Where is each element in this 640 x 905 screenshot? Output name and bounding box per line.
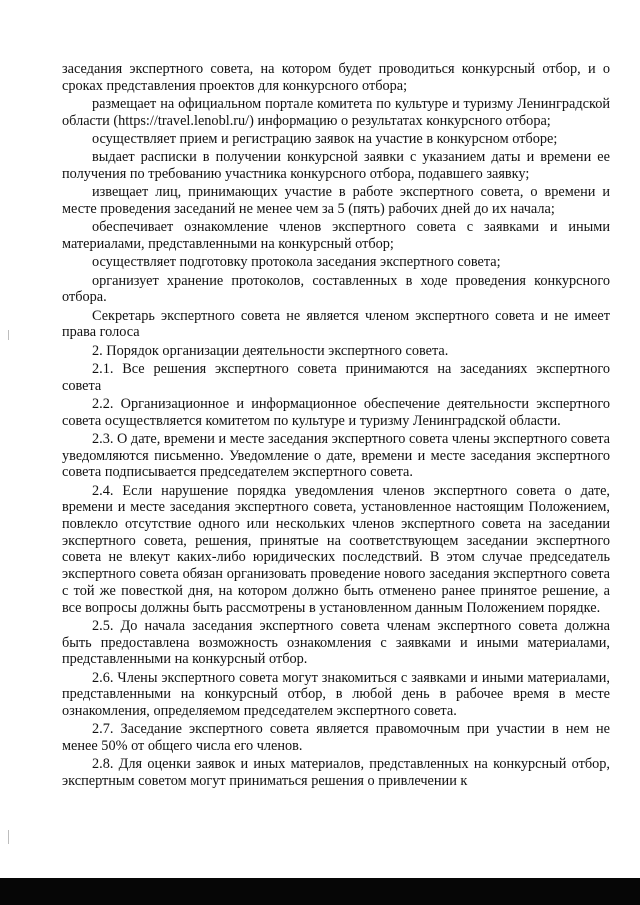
- paragraph-issue-receipts: выдает расписки в получении конкурсной заявки с указанием даты и времени ее получения по требованию участника конкурсного отбора, подавшего заявку;: [62, 149, 610, 182]
- paragraph-publish-results: размещает на официальном портале комитета по культуре и туризму Ленинградской области (https://travel.lenobl.ru/) информацию о результатах конкурсного отбора;: [62, 96, 610, 129]
- clause-2-3: 2.3. О дате, времени и месте заседания экспертного совета члены экспертного совета уведомляются письменно. Уведомление о дате, времени и месте заседания экспертного совета подписывается председателем экспертного совета.: [62, 430, 610, 481]
- scan-margin-mark: [8, 330, 9, 340]
- clause-2-5: 2.5. До начала заседания экспертного совета членам экспертного совета должна быть предоставлена возможность ознакомления с заявками и иными материалами, представленными на конкурсный отбор.: [62, 617, 610, 668]
- clause-2-4: 2.4. Если нарушение порядка уведомления членов экспертного совета о дате, времени и месте заседания экспертного совета, установленное настоящим Положением, повлекло отсутствие одного или нескольких членов экспертного совета на заседании экспертного совета, решения, принятые на соответствующем заседании экспертного совета не влекут каких-либо юридических последствий. В этом случае председатель экспертного совета обязан организовать проведение нового заседания экспертного совета с той же повесткой дня, на котором должно быть отменено ранее принятое решение, а все вопросы должны быть рассмотрены в установленном данным Положением порядке.: [62, 482, 610, 616]
- clause-2-2: 2.2. Организационное и информационное обеспечение деятельности экспертного совета осуществляется комитетом по культуре и туризму Ленинградской области.: [62, 395, 610, 429]
- paragraph-secretary-status: Секретарь экспертного совета не является членом экспертного совета и не имеет права голоса: [62, 307, 610, 341]
- clause-2-7: 2.7. Заседание экспертного совета является правомочным при участии в нем не менее 50% от общего числа его членов.: [62, 721, 610, 754]
- document-page: [62, 61, 610, 791]
- clause-2-8: 2.8. Для оценки заявок и иных материалов, представленных на конкурсный отбор, экспертным советом могут приниматься решения о привлечении к: [62, 756, 610, 789]
- paragraph-continuation: заседания экспертного совета, на котором будет проводиться конкурсный отбор, и о сроках представления проектов для конкурсного отбора;: [62, 61, 610, 94]
- scan-margin-mark: [8, 830, 9, 844]
- paragraph-accept-applications: осуществляет прием и регистрацию заявок на участие в конкурсном отборе;: [92, 131, 558, 147]
- clause-2-6: 2.6. Члены экспертного совета могут знакомиться с заявками и иными материалами, представленными на конкурсный отбор, в любой день в рабочее время в месте ознакомления, определяемом председателем экспертного совета.: [62, 669, 610, 719]
- paragraph-familiarization: обеспечивает ознакомление членов экспертного совета с заявками и иными материалами, представленными на конкурсный отбор;: [62, 219, 610, 252]
- clause-2-1: 2.1. Все решения экспертного совета принимаются на заседаниях экспертного совета: [62, 360, 610, 394]
- paragraph-notify-participants: извещает лиц, принимающих участие в работе экспертного совета, о времени и месте проведения заседаний не менее чем за 5 (пять) рабочих дней до их начала;: [62, 184, 610, 217]
- section-heading-2: 2. Порядок организации деятельности экспертного совета.: [92, 342, 449, 359]
- paragraph-protocol-storage: организует хранение протоколов, составленных в ходе проведения конкурсного отбора.: [62, 272, 610, 306]
- paragraph-protocol-preparation: осуществляет подготовку протокола заседания экспертного совета;: [92, 254, 501, 271]
- scan-bottom-edge: [0, 878, 640, 905]
